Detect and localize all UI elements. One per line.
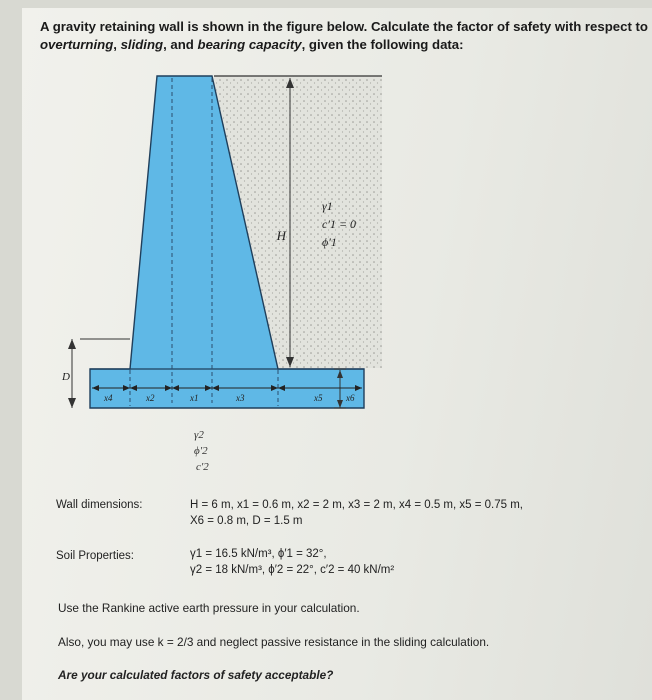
label-x5: x5 [314, 393, 323, 403]
term-overturning: overturning [40, 37, 114, 52]
soil-properties-line-2: γ2 = 18 kN/m³, ϕ′2 = 22°, c′2 = 40 kN/m² [190, 564, 395, 576]
label-phi1: ϕ′1 [322, 235, 337, 249]
depth-arrow-top [68, 339, 76, 349]
label-x6: x6 [346, 393, 355, 403]
question-sep-1: , [113, 37, 121, 52]
label-D: D [62, 371, 70, 383]
label-phi2: ϕ′2 [194, 445, 208, 457]
label-c2: c′2 [196, 461, 209, 473]
acceptability-question: Are your calculated factors of safety acceptable? [58, 668, 334, 682]
label-gamma2: γ2 [194, 429, 204, 441]
question-sep-2: , and [163, 37, 198, 52]
label-x3: x3 [236, 393, 245, 403]
label-x4: x4 [104, 393, 113, 403]
question-line-1: A gravity retaining wall is shown in the figure below. Calculate the factor of safety with respect to [40, 19, 648, 34]
rankine-note: Use the Rankine active earth pressure in your calculation. [58, 601, 360, 615]
label-c1: c′1 = 0 [322, 217, 357, 231]
depth-arrow-bottom [68, 398, 76, 408]
soil-properties-label: Soil Properties: [56, 550, 134, 562]
k-note: Also, you may use k = 2/3 and neglect passive resistance in the sliding calculation. [58, 635, 490, 649]
question-tail: , given the following data: [301, 37, 464, 52]
term-bearing-capacity: bearing capacity [197, 37, 302, 52]
label-gamma1: γ1 [322, 199, 333, 213]
label-H: H [276, 228, 286, 243]
label-x2: x2 [146, 393, 155, 403]
label-x1: x1 [190, 393, 199, 403]
page [22, 8, 652, 700]
wall-dimensions-line-2: X6 = 0.8 m, D = 1.5 m [190, 515, 303, 527]
wall-dimensions-line-1: H = 6 m, x1 = 0.6 m, x2 = 2 m, x3 = 2 m, x4 = 0.5 m, x5 = 0.75 m, [190, 499, 524, 511]
retaining-wall-figure [22, 8, 652, 488]
term-sliding: sliding [120, 37, 164, 52]
wall-dimensions-label: Wall dimensions: [56, 499, 143, 511]
soil-properties-line-1: γ1 = 16.5 kN/m³, ϕ′1 = 32°, [190, 548, 327, 560]
